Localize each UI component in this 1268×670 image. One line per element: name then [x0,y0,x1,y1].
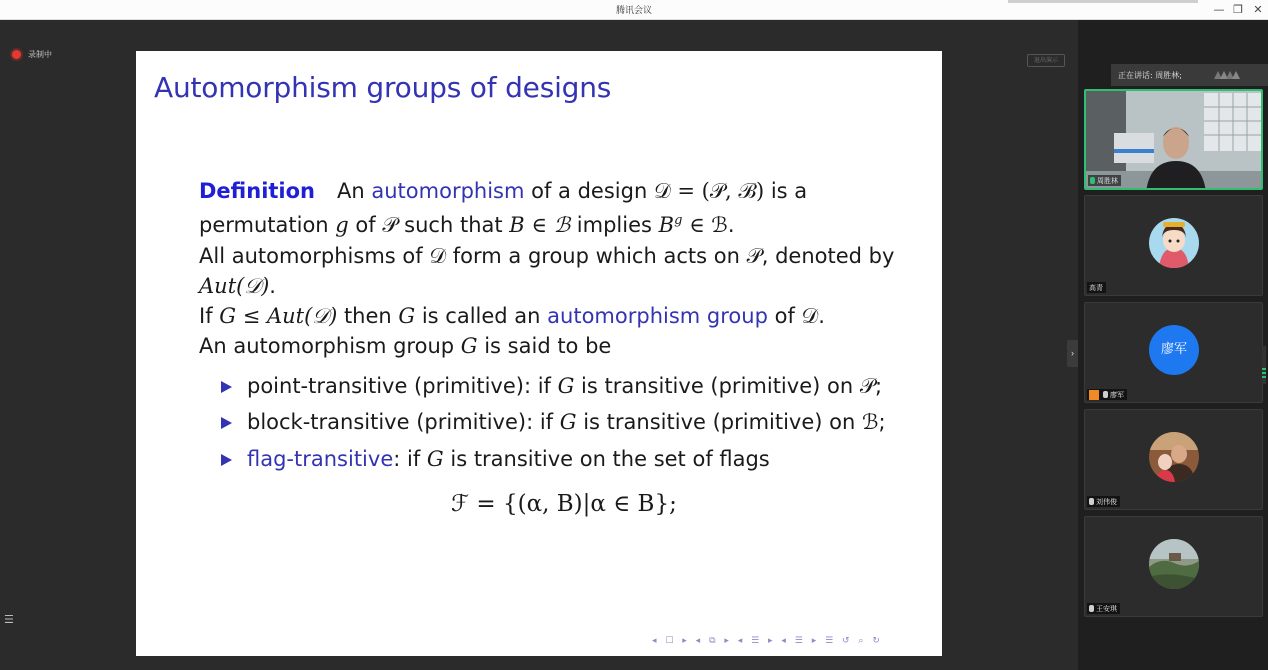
window-titlebar [0,0,1268,20]
definition-line-3 [199,241,919,271]
math-G: G [557,373,575,398]
bullet-block-transitive [221,404,919,441]
math-g: g [335,213,349,238]
mic-icon[interactable] [1103,391,1108,398]
scroll-marker [1262,376,1266,378]
text: permutation [199,213,336,238]
panel-toggle-chevron-icon[interactable]: › [1067,340,1078,367]
text: implies [570,213,659,238]
text: point-transitive (primitive): if [247,373,558,398]
text: . [269,273,276,298]
participant-name-badge [1087,282,1106,293]
math-superscript-g: g [674,213,683,229]
definition-label: Definition [199,179,316,203]
participant-name: 高青 [1089,283,1103,292]
math-aut-d: Aut(𝒟) [199,273,270,298]
mic-active-icon[interactable] [1090,177,1095,184]
list-menu-icon[interactable]: ☰ [4,613,14,626]
minimize-button[interactable]: — [1213,3,1225,16]
math-P: 𝒫 [382,213,398,238]
math-B: ℬ [862,410,879,435]
math-G: G [559,410,577,435]
text: is called an [415,304,548,329]
scroll-marker [1262,368,1266,370]
math-P: 𝒫 [859,373,875,398]
speaking-label: 正在讲话: 周胜林; [1118,71,1182,80]
mic-icon[interactable] [1089,605,1094,612]
participant-name: 周胜林 [1097,176,1118,185]
text: An automorphism group [199,334,461,359]
participant-name-badge [1087,389,1127,400]
cartoon-avatar [1149,218,1199,268]
text: . [818,304,825,329]
term-automorphism-group: automorphism group [547,304,768,329]
participant-name-badge [1088,175,1121,186]
participant-tile[interactable] [1084,516,1263,617]
text: of [767,304,802,329]
text: block-transitive (primitive): if [247,410,560,435]
math-D: 𝒟 [429,243,447,268]
bullet-triangle-icon [221,417,232,429]
math-subgroup: G ≤ Aut(𝒟) [219,304,338,329]
text: is said to be [477,334,612,359]
text: All automorphisms of [199,243,430,268]
initials-avatar: 廖军 [1149,325,1199,375]
participant-name-badge [1087,603,1120,614]
text: ; [878,410,886,435]
math-G: G [398,304,416,329]
definition-line-1 [199,176,919,206]
definition-line-2 [199,206,919,240]
definition-line-5 [199,301,919,331]
close-button[interactable]: ✕ [1253,3,1263,16]
text: An [337,179,372,203]
math-B: B [658,213,675,238]
term-flag-transitive: flag-transitive [247,446,394,471]
math-P: 𝒫 [746,243,762,268]
presentation-slide [136,51,942,656]
bullet-list [221,368,919,478]
speaking-indicator [1111,64,1268,86]
recording-indicator[interactable] [12,49,52,60]
participant-tile-speaker[interactable] [1084,89,1263,190]
participant-name-badge [1087,496,1120,507]
text: is transitive (primitive) on [576,410,862,435]
restore-button[interactable]: ❐ [1233,3,1243,16]
window-title: 腾讯会议 [615,6,652,16]
mic-icon[interactable] [1089,498,1094,505]
bullet-triangle-icon [221,381,232,393]
definition-line-6 [199,331,919,361]
definition-line-4 [199,271,919,301]
text: then [337,304,399,329]
beamer-navigation-icons[interactable]: ◂ ☐ ▸ ◂ ⧉ ▸ ◂ ☰ ▸ ◂ ☰ ▸ ☰ ↺ ⌕ ↻ [652,636,883,646]
recording-label: 录制中 [28,50,52,59]
text: of a design [524,179,654,203]
participant-name: 刘伟俊 [1096,497,1117,506]
text: ; [874,373,883,398]
slide-title: Automorphism groups of designs [154,71,612,104]
meeting-logo-icon [1214,71,1240,79]
math-G: G [426,446,444,471]
text: : if [393,446,427,471]
participant-tile[interactable] [1084,195,1263,296]
bullet-triangle-icon [221,454,232,466]
math-design: 𝒟 = (𝒫, ℬ) [653,179,765,203]
math-in-B: ∈ ℬ [682,213,728,238]
term-automorphism: automorphism [371,179,525,203]
record-dot-icon [12,50,21,59]
host-icon [1089,390,1099,400]
bullet-point-transitive [221,368,919,405]
participant-name: 廖军 [1110,390,1124,399]
slide-body [199,176,919,477]
flag-set-formula: ℱ = {(α, B)|α ∈ B}; [451,491,677,517]
math-B-in-B: B ∈ ℬ [509,213,571,238]
text: is a [764,179,808,203]
photo-avatar [1149,432,1199,482]
scroll-marker [1262,372,1266,374]
participant-tile[interactable] [1084,302,1263,403]
text: form a group which acts on [446,243,747,268]
text: . [727,213,735,238]
text: , denoted by [761,243,895,268]
exit-presentation-button[interactable]: 退出演示 [1027,54,1065,67]
text: is transitive on the set of flags [443,446,770,471]
landscape-avatar [1149,539,1199,589]
text: is transitive (primitive) on [574,373,860,398]
text: such that [397,213,510,238]
math-D: 𝒟 [801,304,819,329]
participant-tile[interactable] [1084,409,1263,510]
bullet-flag-transitive [221,441,919,478]
text: If [199,304,220,329]
participant-name: 王安琪 [1096,604,1117,613]
text: of [348,213,383,238]
math-G: G [460,334,478,359]
panel-scrollbar[interactable] [1262,346,1266,384]
